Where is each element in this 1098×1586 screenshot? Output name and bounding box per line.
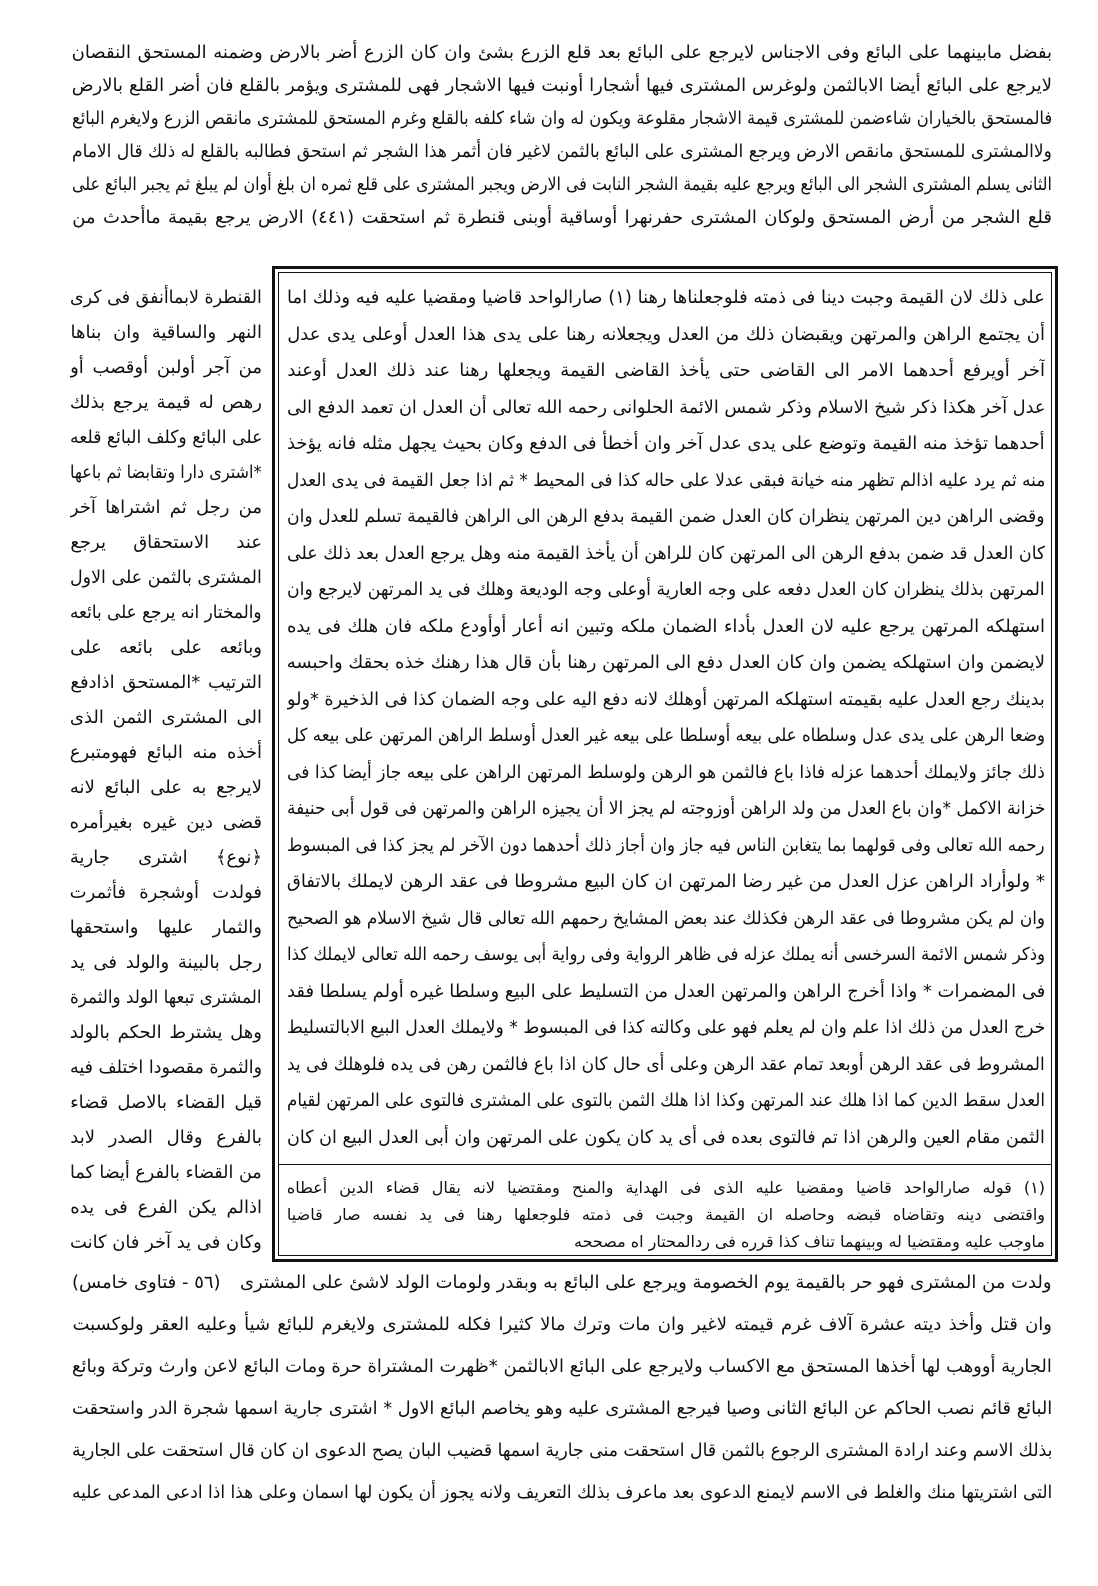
- bottom-line-text: ولدت من المشترى فهو حر بالقيمة يوم الخصومة ويرجع على البائع به وبقدر ولومات الولد لاشئ على المشترى: [240, 1272, 1052, 1293]
- top-line-text: لايرجع على البائع أيضا الابالثمن ولوغرس المشترى فيها أشجارا أونبت فيها الاشجار فهى للمشترى ويؤمر بالقلع فان أضر القلع بالارض: [72, 75, 1052, 96]
- margin-line-text: وبائعه على بائعه على: [70, 637, 262, 658]
- main-text-line-text: فى المضمرات * واذا أخرج الراهن والمرتهن العدل من التسليط على البيع وسلطا غيره أولم يسلطا فقد: [287, 980, 1045, 1002]
- bottom-line: [72, 1430, 1052, 1472]
- margin-line: [70, 875, 262, 910]
- main-text-line: [287, 1120, 1045, 1157]
- margin-line-text: من القضاء بالفرع أيضا كما: [70, 1162, 262, 1183]
- main-text-line-text: أن يجتمع الراهن والمرتهن ويقبضان ذلك من العدل ويجعلانه رهنا على يدى هذا العدل أوعلى يدى عدل: [287, 323, 1045, 345]
- margin-line: [70, 455, 262, 490]
- main-text-line-text: المشروط فى عقد الرهن أوبعد تمام عقد الرهن وعلى أى حال كان اذا باع فالثمن رهن فى يده فلوهلك فى يد: [287, 1053, 1045, 1075]
- main-text-line: [287, 645, 1045, 682]
- main-text-line: [287, 499, 1045, 536]
- main-text-line: [287, 864, 1045, 901]
- margin-line: [70, 735, 262, 770]
- page-signature: (٥٦ - فتاوى خامس): [72, 1272, 221, 1293]
- margin-line: [70, 665, 262, 700]
- margin-line: [70, 840, 262, 875]
- main-text-line-text: وان لم يكن مشروطا فى عقد الرهن فكذلك عند بعض المشايخ رحمهم الله تعالى قال شيخ الاسلام هو الصحيح: [287, 907, 1045, 929]
- main-text-line-text: منه ثم يرد عليه اذالم تظهر منه خيانة فبقى عدلا على حاله كذا فى المحيط * ثم اذا جعل القيمة فى يدى العدل: [287, 469, 1045, 491]
- bottom-line-text: الجارية أووهب لها أخذها المستحق مع الاكساب ولايرجع على البائع الابالثمن *ظهرت المشتراة حرة ومات البائع لاعن وارث وتركة وبائع: [72, 1356, 1052, 1377]
- main-text-line-text: العدل سقط الدين كما اذا هلك عند المرتهن وكذا اذا هلك الثمن بالتوى على المشترى فالتوى على المرتهن لقيام: [287, 1090, 1045, 1111]
- main-text-line-text: المرتهن بذلك ينظران كان العدل دفعه على وجه العارية أوعلى وجه الوديعة وهلك فى يد المرتهن لايرجع وان: [287, 579, 1045, 600]
- main-text-line: [287, 974, 1045, 1011]
- footnote-line-text: واقتضى دينه وتقاضاه قبضه وحاصله ان القيمة وجبت فى ذمته فلوجعلها رهنا فى يد نفسه صار قاضيا: [287, 1205, 1045, 1224]
- margin-line: [70, 1225, 262, 1260]
- margin-line: [70, 770, 262, 805]
- bottom-line-text: وان قتل وأخذ ديته عشرة آلاف غرم قيمته لاغير وان مات وترك مالا كثيرا فكله للمشترى ولايغرم للبائع شيأ وعليه العقر ولوكسبت: [72, 1314, 1052, 1335]
- margin-line: [70, 385, 262, 420]
- bottom-line: [72, 1472, 1052, 1514]
- main-text-line-text: عدل آخر هكذا ذكر شيخ الاسلام وذكر شمس الائمة الحلوانى رحمه الله تعالى أن العدل ان تعمد الدفع الى: [287, 396, 1045, 418]
- main-text-line: [287, 463, 1045, 500]
- margin-line-text: وهل يشترط الحكم بالولد: [70, 1022, 262, 1043]
- main-text-line: [287, 937, 1045, 974]
- margin-line-text: والثمرة مقصودا اختلف فيه: [70, 1057, 262, 1078]
- margin-line-text: اذالم يكن الفرع فى يده: [70, 1197, 262, 1218]
- main-text-line-text: ذلك جائز ولايملك أحدهما عزله فاذا باع فالثمن هو الرهن ولوسلط المرتهن الراهن على بيعه جاز أيضا كذا فى: [287, 761, 1045, 783]
- margin-line: [70, 595, 262, 630]
- margin-line: [70, 490, 262, 525]
- margin-line-text: المشترى تبعها الولد والثمرة: [70, 987, 262, 1008]
- main-text-line: [287, 280, 1045, 317]
- margin-line-text: عند الاستحقاق يرجع: [70, 532, 262, 553]
- margin-line-text: فولدت أوشجرة فأثمرت: [70, 882, 262, 903]
- main-text-line: [287, 609, 1045, 646]
- bottom-first-line-block: [240, 1262, 1052, 1304]
- margin-line-text: على البائع وكلف البائع قلعه: [70, 427, 262, 448]
- main-text-line: [287, 901, 1045, 938]
- main-text-line-text: آخر أويرفع أحدهما الامر الى القاضى حتى يأخذ القاضى القيمة ويجعلها رهنا عند ذلك العدل أوعند: [287, 360, 1045, 381]
- bottom-line-text: بذلك الاسم وعند ارادة المشترى الرجوع بالثمن قال استحقت منى جارية اسمها قضيب البان يصح الدعوى ان كان قال استحقت على الجارية: [72, 1440, 1052, 1461]
- main-text-line-text: على ذلك لان القيمة وجبت دينا فى ذمته فلوجعلناها رهنا (١) صارالواحد قاضيا ومقضيا عليه فيه وذلك اما: [287, 287, 1045, 308]
- main-text-line: [287, 353, 1045, 390]
- main-text-line: [287, 572, 1045, 609]
- main-text-line-text: * ولوأراد الراهن عزل العدل من غير رضا المرتهن ان كان البيع مشروطا فى عقد الرهن لايملك بالاتفاق: [287, 871, 1045, 892]
- margin-line: [70, 1190, 262, 1225]
- main-text-line: [287, 1083, 1045, 1120]
- margin-line-text: ﴿نوع﴾ اشترى جارية: [70, 847, 262, 868]
- margin-line-text: والمختار انه يرجع على بائعه: [70, 602, 262, 623]
- margin-line: [70, 630, 262, 665]
- bottom-line: [240, 1262, 1052, 1304]
- top-line-text: قلع الشجر من أرض المستحق ولوكان المشترى حفرنهرا أوساقية أوبنى قنطرة ثم استحقت (٤٤١) الارض يرجع بقيمة ماأحدث من: [72, 207, 1052, 228]
- margin-text-column: [70, 280, 262, 1260]
- margin-line-text: قيل القضاء بالاصل قضاء: [70, 1092, 262, 1113]
- margin-line-text: والثمار عليها واستحقها: [70, 917, 262, 938]
- main-text-block: [287, 280, 1045, 1156]
- margin-line: [70, 1050, 262, 1085]
- main-text-line: [287, 755, 1045, 792]
- margin-line-text: بالفرع وقال الصدر لابد: [70, 1127, 262, 1148]
- margin-line-text: وكان فى يد آخر فان كانت: [70, 1232, 262, 1253]
- footnote-line-text: ماوجب عليه ومقتضيا له وبينهما تناف كذا قرره فى ردالمحتار اه مصححه: [573, 1232, 1045, 1251]
- margin-line: [70, 1015, 262, 1050]
- bottom-line: [72, 1388, 1052, 1430]
- footnote-line: [287, 1174, 1045, 1201]
- top-line-text: الثانى يسلم المشترى الشجر الى البائع ويرجع عليه بقيمة الشجر النابت فى الارض ويجبر المشترى على قلع ثمره ان بلغ أوان لم يبلغ ثم يجبر البائع على: [72, 174, 1052, 195]
- margin-line-text: رجل بالبينة والولد فى يد: [70, 952, 262, 973]
- footnote-line: [287, 1228, 1045, 1255]
- margin-line: [70, 420, 262, 455]
- top-line: [72, 168, 1052, 201]
- margin-line: [70, 280, 262, 315]
- margin-line-text: الترتيب *المستحق اذادفع: [70, 672, 262, 693]
- main-text-line: [287, 718, 1045, 755]
- top-line-text: بفضل مابينهما على البائع وفى الاجناس لايرجع على البائع بعد قلع الزرع بشئ وان كان الزرع أضر بالارض وضمنه المستحق النقصان: [72, 42, 1052, 63]
- top-line-text: ولاالمشترى للمستحق مانقص الارض ويرجع المشترى على البائع بالثمن لاغير فان أثمر هذا الشجر ثم استحق فطالبه بالقلع له ذلك قال الامام: [72, 141, 1052, 162]
- main-text-line-text: لايضمن وان استهلكه يضمن وان كان العدل دفع الى المرتهن رهنا بأن قال هذا رهنك خذه بحقك واحبسه: [287, 652, 1045, 673]
- margin-line-text: من رجل ثم اشتراها آخر: [70, 497, 262, 518]
- main-text-line: [287, 536, 1045, 573]
- main-text-line-text: استهلكه المرتهن يرجع عليه لان العدل بأداء الضمان ملكه وتبين انه أعار أوأودع ملكه فان هلك فى يده: [287, 615, 1045, 637]
- margin-line: [70, 700, 262, 735]
- margin-line: [70, 315, 262, 350]
- margin-line: [70, 1085, 262, 1120]
- main-text-line-text: بدينك رجع العدل عليه بقيمته استهلكه المرتهن أوهلك لانه دفع اليه على وجه الضمان كذا فى الذخيرة *ولو: [287, 688, 1045, 710]
- margin-line-text: رهص له قيمة يرجع بذلك: [70, 392, 262, 413]
- top-line: [72, 201, 1052, 234]
- main-text-line-text: وقضى الراهن دين المرتهن ينظران كان العدل ضمن القيمة بدفع الرهن الى الراهن فالقيمة تسلم للعدل وان: [287, 506, 1045, 527]
- margin-line: [70, 1120, 262, 1155]
- bottom-line-text: البائع قائم نصب الحاكم عن البائع الثانى وصيا فيرجع المشترى عليه وهو يخاصم البائع الاول * اشترى جارية اسمها شجرة الدر واستحقت: [72, 1398, 1052, 1419]
- margin-line-text: لايرجع به على البائع لانه: [70, 777, 262, 798]
- main-text-line: [287, 1010, 1045, 1047]
- main-text-line: [287, 791, 1045, 828]
- margin-line: [70, 980, 262, 1015]
- margin-line-text: المشترى بالثمن على الاول: [70, 567, 262, 588]
- main-text-line: [287, 317, 1045, 354]
- margin-line-text: أخذه منه البائع فهومتبرع: [70, 742, 262, 763]
- margin-line: [70, 1155, 262, 1190]
- bottom-text-block: [72, 1304, 1052, 1514]
- main-text-line-text: وضعا الرهن على يدى عدل وسلطاه على بيعه أوسلطا على بيعه غير العدل أوسلط الراهن المرتهن على بيعه كل: [287, 725, 1045, 746]
- main-text-line-text: خزانة الاكمل *وان باع العدل من ولد الراهن أوزوجته لم يجز الا أن يجيزه الراهن والمرتهن فى قول أبى حنيفة: [287, 798, 1045, 819]
- margin-line-text: من آجر أولبن أوقصب أو: [70, 357, 262, 378]
- top-text-block: [72, 36, 1052, 234]
- main-text-line-text: رحمه الله تعالى وفى قولهما بما يتغابن الناس فيه جاز وان أجاز ذلك أحدهما دون الآخر لم يجز كذا فى المبسوط: [287, 834, 1045, 856]
- margin-line-text: النهر والساقية وان بناها: [70, 322, 262, 343]
- main-text-line-text: خرج العدل من ذلك اذا علم وان لم يعلم فهو على وكالته كذا فى المبسوط * ولايملك العدل البيع الابالتسليط: [287, 1017, 1045, 1038]
- footnote-line: [287, 1201, 1045, 1228]
- top-line: [72, 135, 1052, 168]
- top-line: [72, 102, 1052, 135]
- margin-line-text: قضى دين غيره بغيرأمره: [70, 812, 262, 833]
- main-text-line-text: الثمن مقام العين والرهن اذا تم فالتوى بعده فى أى يد كان يكون على المرتهن وان أبى العدل البيع ان كان: [287, 1126, 1045, 1148]
- margin-line: [70, 560, 262, 595]
- main-text-line: [287, 682, 1045, 719]
- margin-line-text: الى المشترى الثمن الذى: [70, 707, 262, 728]
- main-text-line-text: وذكر شمس الائمة السرخسى أنه يملك عزله فى ظاهر الرواية وفى رواية أبى يوسف رحمه الله تعالى لايملك كذا: [287, 944, 1045, 965]
- margin-line-text: *اشترى دارا وتقابضا ثم باعها: [70, 462, 262, 483]
- bottom-line: [72, 1346, 1052, 1388]
- main-text-line: [287, 828, 1045, 865]
- footnote-block: [287, 1174, 1045, 1255]
- top-line: [72, 36, 1052, 69]
- main-text-line-text: أحدهما تؤخذ منه القيمة وتوضع على يدى عدل آخر وان أخطأ فى الدفع وكان بحيث يجهل مثله فانه يؤخذ: [287, 433, 1045, 454]
- footnote-line-text: (١) قوله صارالواحد قاضيا ومقضيا عليه الذى فى الهداية والمنح ومقتضيا لانه يقال قضاء الدين أعطاه: [287, 1178, 1045, 1197]
- main-text-line: [287, 1047, 1045, 1084]
- main-text-line: [287, 390, 1045, 427]
- margin-line-text: القنطرة لابماأنفق فى كرى: [70, 287, 262, 308]
- margin-line: [70, 805, 262, 840]
- main-text-line-text: كان العدل قد ضمن بدفع الرهن الى المرتهن كان للراهن أن يأخذ القيمة منه وهل يرجع العدل بعد ذلك على: [287, 542, 1045, 564]
- margin-line: [70, 350, 262, 385]
- top-line-text: فالمستحق بالخياران شاءضمن للمشترى قيمة الاشجار مقلوعة ويكون له وان شاء كلفه بالقلع وغرم المستحق للمشترى مانقص الزرع ولايغرم البائع: [72, 108, 1052, 129]
- margin-line: [70, 945, 262, 980]
- margin-line: [70, 525, 262, 560]
- bottom-line-text: التى اشتريتها منك والغلط فى الاسم لايمنع الدعوى بعد ماعرف بذلك التعريف ولانه يجوز أن يكون لها اسمان وعلى هذا اذا ادعى المدعى عليه: [72, 1482, 1052, 1503]
- bottom-line: [72, 1304, 1052, 1346]
- footnote-divider: [278, 1164, 1052, 1165]
- margin-line: [70, 910, 262, 945]
- main-text-line: [287, 426, 1045, 463]
- top-line: [72, 69, 1052, 102]
